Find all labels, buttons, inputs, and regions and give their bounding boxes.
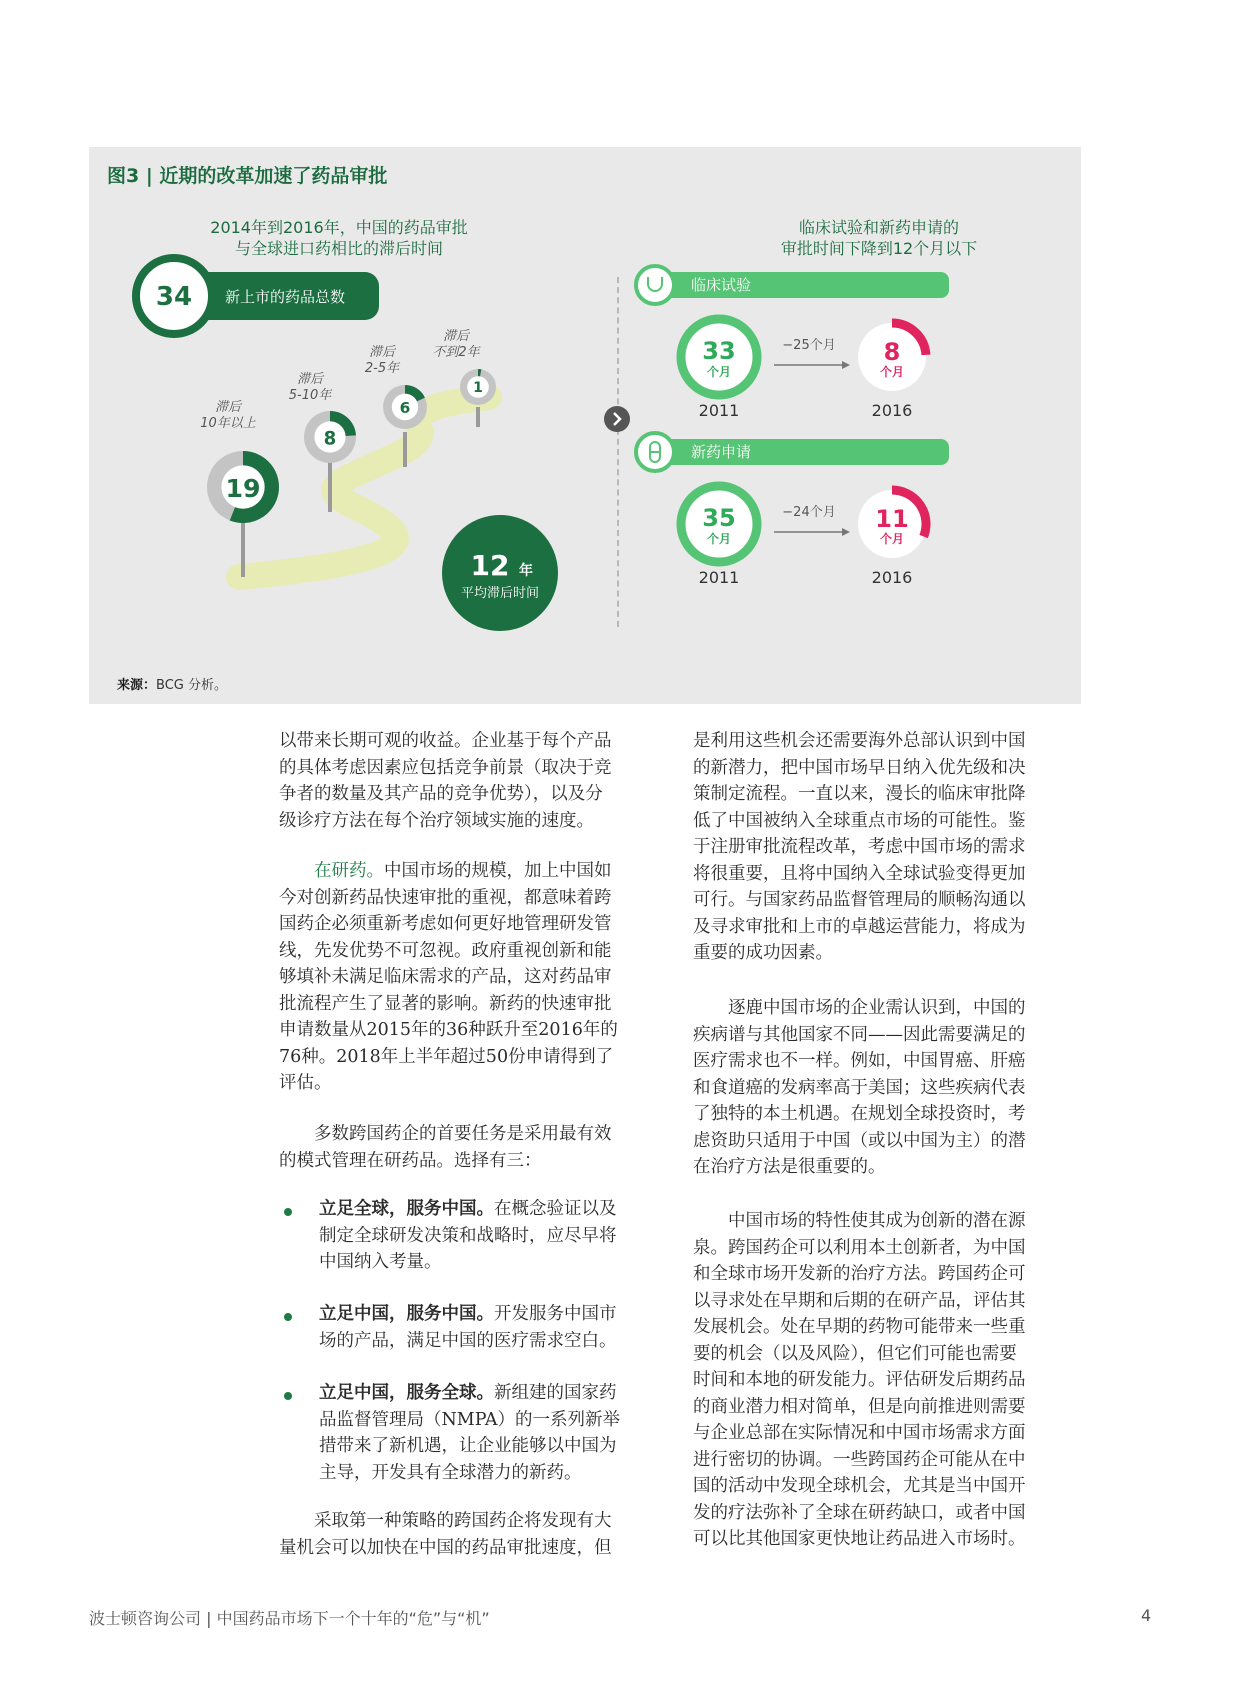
text-line: 的商业潜力相对简单，但是向前推进则需要 (693, 1396, 1026, 1417)
paragraph (279, 1508, 612, 1561)
bullet-dot (284, 1392, 292, 1400)
text-line: 在概念验证以及 (494, 1199, 617, 1219)
avg-unit: 年 (519, 563, 533, 579)
paragraph (279, 858, 618, 1097)
page-number: 4 (1141, 1606, 1152, 1625)
para-lead: 在研药。 (314, 861, 384, 881)
pin-count: 6 (399, 399, 411, 418)
text-line: 进行密切的协调。一些跨国药企可能从在中 (693, 1449, 1026, 1470)
text-line: 泉。跨国药企可以利用本土创新者，为中国 (693, 1237, 1026, 1258)
text-line: 量机会可以加快在中国的药品审批速度，但 (279, 1537, 612, 1558)
text-line: 了独特的本土机遇。在规划全球投资时，考 (693, 1104, 1026, 1124)
arrow-head-icon (842, 528, 850, 536)
left-subtitle-line1: 2014年到2016年，中国的药品审批 (210, 218, 468, 237)
paragraph (279, 728, 612, 834)
bullet-item (319, 1380, 669, 1486)
text-line: 评估。 (279, 1073, 332, 1093)
bullet-lead: 立足中国，服务中国。 (319, 1304, 494, 1324)
text-line: 策制定流程。一直以来，漫长的临床审批降 (693, 784, 1026, 804)
text-line: 逐鹿中国市场的企业需认识到，中国的 (728, 998, 1026, 1018)
lag-graphic (89, 147, 619, 667)
pin-label-line: 2-5年 (364, 361, 400, 376)
text-line: 的模式管理在研药品。选择有三： (279, 1150, 542, 1171)
text-line: 和食道癌的发病率高于美国；这些疾病代表 (693, 1077, 1026, 1098)
right-subtitle (749, 217, 1009, 259)
pin-label (420, 329, 492, 361)
right-subtitle-line2: 审批时间下降到12个月以下 (780, 239, 978, 258)
arrow-head-icon (842, 361, 850, 369)
text-line: 采取第一种策略的跨国药企将发现有大 (314, 1511, 612, 1531)
paragraph (693, 1208, 1026, 1553)
pin-label-line: 滞后 (368, 345, 395, 360)
pin-label (275, 372, 345, 404)
text-line: 级诊疗方法在每个治疗领域实施的速度。 (279, 810, 594, 831)
nda-to-year: 2016 (871, 568, 913, 587)
paragraph (693, 995, 1026, 1181)
text-line: 将很重要，且将中国纳入全球试验变得更加 (693, 863, 1026, 884)
nda-to-value: 11 (875, 505, 909, 533)
source-text: BCG 分析。 (156, 678, 227, 693)
pin-label-line: 10年以上 (200, 416, 256, 431)
text-line: 重要的成功因素。 (693, 943, 833, 963)
text-line: 中国市场的特性使其成为创新的潜在源 (728, 1211, 1026, 1231)
text-line: 今对创新药品快速审批的重视，都意味着跨 (279, 887, 612, 908)
nda-from-year: 2011 (698, 568, 740, 587)
text-line: 医疗需求也不一样。例如，中国胃癌、肝癌 (693, 1051, 1026, 1071)
nda-from-value: 35 (702, 504, 736, 532)
clinical-to-unit: 个月 (879, 365, 905, 379)
text-line: 发展机会。处在早期的药物可能带来一些重 (693, 1317, 1026, 1337)
text-line: 多数跨国药企的首要任务是采用最有效 (314, 1124, 612, 1144)
bullet-item (319, 1301, 669, 1354)
text-line: 于注册审批流程改革，考虑中国市场的需求 (693, 837, 1026, 857)
divider (617, 277, 619, 627)
text-line: 与企业总部在实际情况和中国市场需求方面 (693, 1423, 1026, 1443)
bullet-dot (284, 1208, 292, 1216)
clinical-to-value: 8 (883, 338, 901, 366)
pin-label-line: 滞后 (214, 400, 241, 415)
clinical-change: −25个月 (782, 338, 836, 353)
text-line: 申请数量从2015年的36种跃升至2016年的 (279, 1020, 618, 1040)
text-line: 开发服务中国市 (494, 1304, 617, 1324)
pin-label (183, 400, 273, 432)
paragraph (279, 1121, 612, 1174)
pin-label-line: 滞后 (296, 372, 323, 387)
text-line: 76种。2018年上半年超过50份申请得到了 (279, 1046, 614, 1067)
text-line: 的新潜力，把中国市场早日纳入优先级和决 (693, 757, 1026, 778)
pin-count: 1 (473, 380, 483, 397)
avg-label: 平均滞后时间 (460, 586, 540, 601)
nda-from-unit: 个月 (706, 532, 732, 546)
right-subtitle-line1: 临床试验和新药申请的 (798, 218, 959, 237)
text-line: 批流程产生了显著的影响。新药的快速审批 (279, 993, 612, 1014)
bullet-lead: 立足中国，服务全球。 (319, 1383, 494, 1403)
text-line: 新组建的国家药 (494, 1383, 617, 1403)
figure-title: 图3 | 近期的改革加速了药品审批 (107, 165, 388, 187)
left-subtitle-line2: 与全球进口药相比的滞后时间 (234, 239, 443, 258)
pin-label-line: 不到2年 (432, 345, 480, 360)
nda-to-unit: 个月 (879, 532, 905, 546)
text-line: 制定全球研发决策和战略时，应尽早将 (319, 1225, 617, 1246)
nda-change: −24个月 (782, 505, 836, 520)
pin-label (351, 345, 413, 377)
text-line: 措带来了新机遇，让企业能够以中国为 (319, 1436, 617, 1456)
pin-count: 19 (225, 474, 261, 504)
avg-value: 12 (470, 549, 510, 582)
bullet-dot (284, 1313, 292, 1321)
text-line: 可行。与国家药品监督管理局的顺畅沟通以 (693, 890, 1026, 910)
text-line: 是利用这些机会还需要海外总部认识到中国 (693, 731, 1026, 751)
text-line: 的具体考虑因素应包括竞争前景（取决于竞 (279, 757, 612, 778)
text-line: 够填补未满足临床需求的产品，这对药品审 (279, 967, 612, 987)
text-line: 以寻求处在早期和后期的在研产品，评估其 (693, 1290, 1026, 1311)
text-line: 要的机会（以及风险），但它们可能也需要 (693, 1343, 1017, 1364)
text-line: 和全球市场开发新的治疗方法。跨国药企可 (693, 1264, 1026, 1284)
nda-label: 新药申请 (691, 443, 752, 461)
clinical-to-year: 2016 (871, 401, 913, 420)
text-line: 及寻求审批和上市的卓越运营能力，将成为 (693, 916, 1026, 937)
clinical-label: 临床试验 (691, 276, 752, 294)
text-line: 低了中国被纳入全球重点市场的可能性。鉴 (693, 810, 1026, 831)
bullet-item (319, 1196, 669, 1276)
text-line: 国的活动中发现全球机会，尤其是当中国开 (693, 1476, 1026, 1496)
clinical-from-unit: 个月 (706, 365, 732, 379)
text-line: 主导，开发具有全球潜力的新药。 (319, 1462, 582, 1483)
figure-panel (89, 147, 1081, 704)
pin-label-line: 5-10年 (288, 388, 332, 403)
clinical-from-year: 2011 (698, 401, 740, 420)
source-label: 来源： (117, 678, 157, 693)
bullet-lead: 立足全球，服务中国。 (319, 1199, 494, 1219)
stethoscope-icon (636, 266, 674, 304)
text-line: 中国市场的规模，加上中国如 (384, 861, 612, 881)
text-line: 以带来长期可观的收益。企业基于每个产品 (279, 731, 612, 751)
text-line: 中国纳入考量。 (319, 1252, 442, 1272)
pin-label-line: 滞后 (442, 329, 469, 344)
next-arrow-icon (602, 404, 632, 434)
text-line: 在治疗方法是很重要的。 (693, 1157, 886, 1177)
clinical-from-value: 33 (702, 337, 736, 365)
text-line: 场的产品，满足中国的医疗需求空白。 (319, 1330, 617, 1351)
text-line: 争者的数量及其产品的竞争优势），以及分 (279, 784, 603, 804)
total-value: 34 (155, 282, 193, 312)
figure-source (117, 674, 227, 693)
text-line: 时间和本地的研发能力。评估研发后期药品 (693, 1370, 1026, 1390)
text-line: 线，先发优势不可忽视。政府重视创新和能 (279, 940, 612, 961)
text-line: 品监督管理局（NMPA）的一系列新举 (319, 1409, 621, 1430)
text-line: 虑资助只适用于中国（或以中国为主）的潜 (693, 1130, 1026, 1151)
paragraph (693, 728, 1026, 967)
footer-text: 波士顿咨询公司 | 中国药品市场下一个十年的“危”与“机” (89, 1609, 490, 1628)
approval-graphic (629, 257, 1079, 637)
text-line: 发的疗法弥补了全球在研药缺口，或者中国 (693, 1502, 1026, 1523)
total-label: 新上市的药品总数 (225, 288, 346, 306)
pin-count: 8 (323, 428, 337, 450)
text-line: 可以比其他国家更快地让药品进入市场时。 (693, 1529, 1026, 1549)
text-line: 疾病谱与其他国家不同——因此需要满足的 (693, 1024, 1026, 1045)
text-line: 国药企必须重新考虑如何更好地管理研发管 (279, 914, 612, 934)
